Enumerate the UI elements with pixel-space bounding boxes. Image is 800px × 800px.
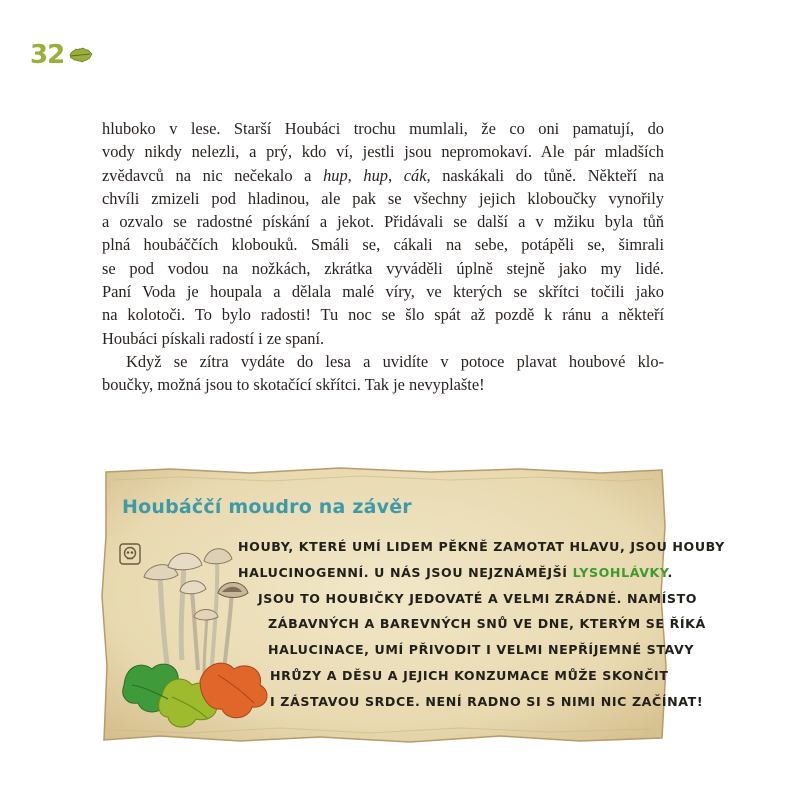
text-line: Houbáci pískali radostí i ze spaní. [102,328,325,348]
text-line: zvědavců na nic nečekalo a hup, hup, cák, naskákali do tůně. Někteří na [102,165,664,185]
text-line: na kolotoči. To bylo radosti! Tu noc se šlo spát až pozdě k ránu a někteří [102,305,664,325]
text-line: chvíli zmizeli pod hladinou, ale pak se všechny jejich kloboučky vynořily [102,188,664,208]
info-line: ZÁBAVNÝCH A BAREVNÝCH SNŮ VE DNE, KTERÝM SE ŘÍKÁ [268,616,706,632]
info-line: JSOU TO HOUBIČKY JEDOVATÉ A VELMI ZRÁDNÉ. NAMÍSTO [258,590,698,606]
skull-icon [119,543,141,570]
text-line: a ozvalo se radostné pískání a jekot. Přidávali se další a v mžiku byla tůň [102,212,664,232]
page-number-text: 32 [30,40,65,70]
info-line: I ZÁSTAVOU SRDCE. NENÍ RADNO SI S NIMI NIC ZAČÍNAT! [270,693,704,709]
story-paragraph-1 [102,117,664,350]
text-line: hluboko v lese. Starší Houbáci trochu mumlali, že co oni pamatují, do [102,119,664,138]
text-line: vody nikdy nelezli, a prý, kdo ví, jestli jsou nepromokaví. Ale pár mladších [102,142,664,162]
text-line: Když se zítra vydáte do lesa a uvidíte v potoce plavat houbové klo- [126,351,664,371]
info-box-text [238,534,725,715]
info-line: HRŮZY A DĚSU A JEJICH KONZUMACE MŮŽE SKONČIT [270,667,669,683]
oak-leaf-icon [68,46,94,64]
italic-word: cák, [403,165,431,185]
info-line: HALUCINACE, UMÍ PŘIVODIT I VELMI NEPŘÍJEMNÉ STAVY [268,642,695,658]
story-text [102,117,664,397]
text-line: Paní Voda je houpala a dělala malé víry, ve kterých se skřítci točili jako [102,282,664,302]
page-number [30,40,94,70]
story-paragraph-2 [102,350,664,397]
info-box-title: Houbáččí moudro na závěr [122,496,412,518]
highlighted-term: LYSOHLÁVKY [572,564,668,580]
text-line: boučky, možná jsou to skotačící skřítci. Tak je nevyplašte! [102,375,485,395]
text-line: plná houbáččích klobouků. Smáli se, cákali na sebe, potápěli se, šimrali [102,235,664,255]
italic-word: hup [323,165,348,185]
info-line: HOUBY, KTERÉ UMÍ LIDEM PĚKNĚ ZAMOTAT HLAVU, JSOU HOUBY [238,539,725,554]
text-line: se pod vodou na nožkách, zkrátka vyváděli úplně stejně jako my lidé. [102,258,664,278]
italic-word: hup [363,165,388,185]
info-line: HALUCINOGENNÍ. U NÁS JSOU NEJZNÁMĚJŠÍ LYSOHLÁVKY. [238,564,673,580]
